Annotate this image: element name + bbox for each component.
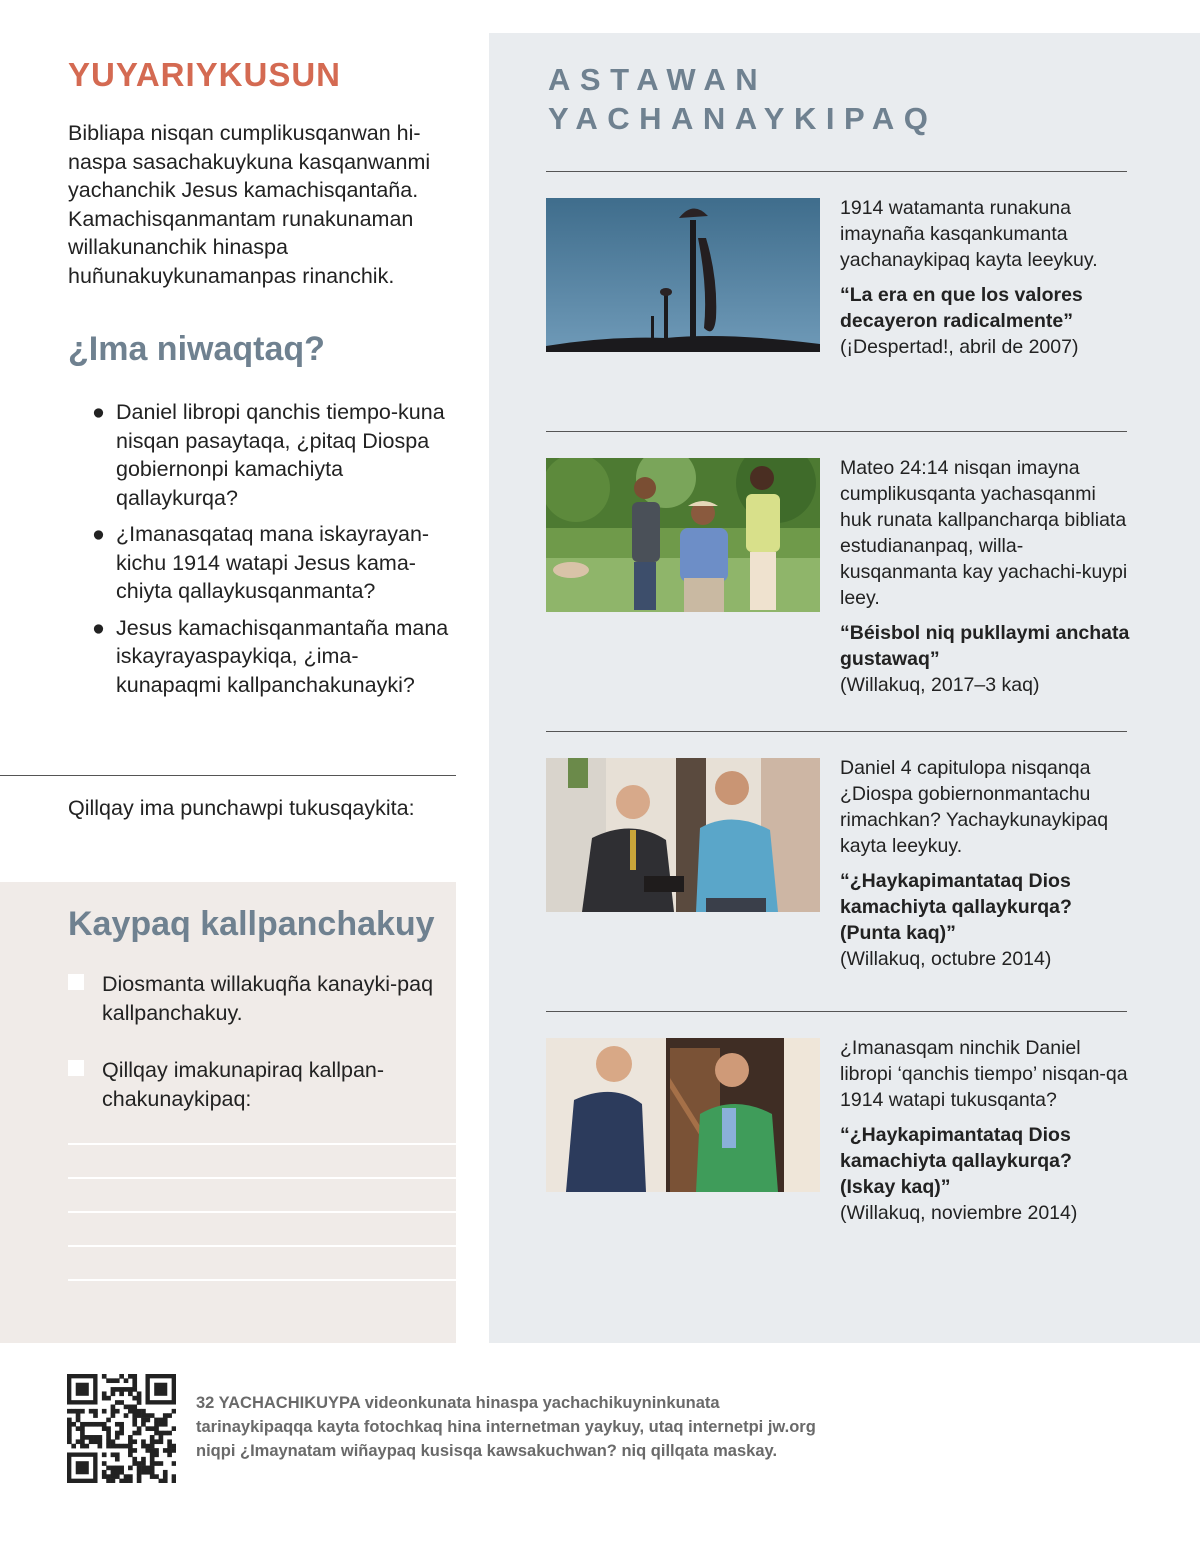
checkbox[interactable] <box>68 1060 84 1076</box>
write-line[interactable] <box>68 1279 456 1281</box>
practice-title: Kaypaq kallpanchakuy <box>68 905 435 943</box>
learn-more-title-line: ASTAWAN <box>548 62 768 97</box>
review-body: Bibliapa nisqan cumplikusqanwan hi-naspa sasachakuykuna kasqanwanmi yachanchik Jesus kamachisqantaña. Kamachisqanmantam runakunaman willakunanchik hinaspa huñunakuykunamanpas rinanchik. <box>68 121 431 288</box>
bullet-icon: ● <box>92 615 105 640</box>
article-title-link[interactable]: “¿Haykapimantataq Dios kamachiyta qallaykurqa? (Iskay kaq)” <box>840 1124 1072 1198</box>
article-source: (Willakuq, noviembre 2014) <box>840 1202 1078 1224</box>
doorway-conversation-photo <box>546 1038 820 1192</box>
practice-item <box>68 970 438 1027</box>
practice-item <box>68 1056 438 1113</box>
write-line[interactable] <box>68 1177 456 1179</box>
divider <box>0 775 456 776</box>
item-description: 1914 watamanta runakuna imaynaña kasqankumanta yachanaykipaq kayta leeykuy. <box>840 197 1098 271</box>
two-men-conversation-photo <box>546 758 820 912</box>
learn-more-title <box>548 60 937 138</box>
article-title-link[interactable]: “¿Haykapimantataq Dios kamachiyta qallaykurqa? (Punta kaq)” <box>840 870 1072 944</box>
question-item <box>92 520 452 606</box>
item-description: Daniel 4 capitulopa nisqanqa ¿Diospa gobiernonmantachu rimachkan? Yachaykunaykipaq kayta leeykuy. <box>840 757 1109 857</box>
bullet-icon: ● <box>92 400 105 424</box>
bullet-icon: ● <box>92 522 105 546</box>
learn-more-title-line: YACHANAYKIPAQ <box>548 101 938 136</box>
question-text: Daniel libropi qanchis tiempo-kuna nisqan pasaytaqa, ¿pitaq Diospa gobiernonpi kamachiyta qallaykurqa? <box>116 400 445 510</box>
article-source: (¡Despertad!, abril de 2007) <box>840 336 1079 358</box>
question-text: ¿Imanasqataq mana iskayrayan-kichu 1914 watapi Jesus kama-chiyta qallaykusqanmanta? <box>116 522 430 603</box>
war-memorial-photo <box>546 198 820 352</box>
learn-more-item <box>840 755 1130 972</box>
question-item <box>92 614 452 700</box>
write-line[interactable] <box>68 1245 456 1247</box>
write-line[interactable] <box>68 1143 456 1145</box>
review-title: YUYARIYKUSUN <box>68 56 342 93</box>
footer-text: 32 YACHACHIKUYPA videonkunata hinaspa yachachikuyninkunata tarinaykipaqqa kayta fotochkaq hina internetman yaykuy, utaq internetpi jw.org niqpi ¿Imaynatam wiñaypaq kusisqa kawsakuchwan? niq qillqata maskay. <box>196 1394 816 1460</box>
item-description: ¿Imanasqam ninchik Daniel libropi ‘qanchis tiempo’ nisqan-qa 1914 watapi tukusqanta? <box>840 1037 1128 1111</box>
write-line[interactable] <box>68 1211 456 1213</box>
article-source: (Willakuq, octubre 2014) <box>840 948 1052 970</box>
article-source: (Willakuq, 2017–3 kaq) <box>840 674 1040 696</box>
practice-item-text: Diosmanta willakuqña kanayki-paq kallpanchakuy. <box>102 972 434 1025</box>
divider <box>546 171 1127 172</box>
qr-code-icon[interactable] <box>67 1374 176 1483</box>
article-title-link[interactable]: “Béisbol niq pukllaymi anchata gustawaq” <box>840 622 1130 670</box>
questions-list <box>92 398 452 707</box>
question-item <box>92 398 452 512</box>
divider <box>546 731 1127 732</box>
item-description: Mateo 24:14 nisqan imayna cumplikusqanta yachasqanmi huk runata kallpancharqa bibliata estudiananpaq, willa-kusqanmanta kay yachachi-kuypi leey. <box>840 457 1128 609</box>
baseball-family-photo <box>546 458 820 612</box>
divider <box>546 1011 1127 1012</box>
divider <box>546 431 1127 432</box>
checkbox[interactable] <box>68 974 84 990</box>
learn-more-item <box>840 1035 1130 1226</box>
practice-item-text: Qillqay imakunapiraq kallpan-chakunaykipaq: <box>102 1058 385 1111</box>
learn-more-item <box>840 195 1130 360</box>
article-title-link[interactable]: “La era en que los valores decayeron radicalmente” <box>840 284 1083 332</box>
learn-more-item <box>840 455 1130 698</box>
question-text: Jesus kamachisqanmantaña mana iskayrayaspaykiqa, ¿ima-kunapaqmi kallpanchakunayki? <box>116 615 449 697</box>
questions-title: ¿Ima niwaqtaq? <box>68 330 325 368</box>
completion-date-label: Qillqay ima punchawpi tukusqaykita: <box>68 796 415 820</box>
